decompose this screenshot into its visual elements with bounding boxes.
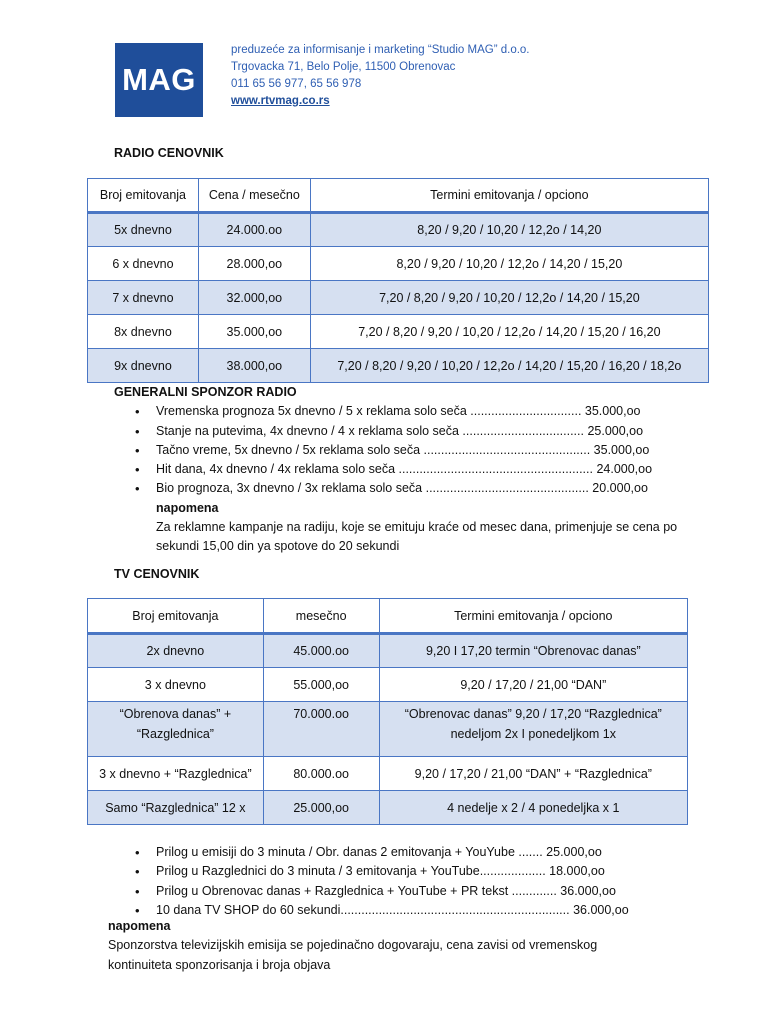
table-cell: 38.000,oo [198, 349, 310, 383]
note-text: Sponzorstva televizijskih emisija se pojedinačno dogovaraju, cena zavisi od vremenskog kontinuiteta sponzorisanja i broja objava [108, 938, 598, 972]
note-label: napomena [156, 500, 219, 515]
radio-col-header: Broj emitovanja [88, 179, 199, 213]
table-cell: 2x dnevno [88, 634, 264, 668]
table-row [88, 757, 688, 791]
table-cell: 25.000,oo [263, 791, 379, 825]
table-cell: 6 x dnevno [88, 247, 199, 281]
table-cell: 45.000.oo [263, 634, 379, 668]
note-text: Za reklamne kampanje na radiju, koje se emituju kraće od mesec dana, primenjuje se cena po sekundi 15,00 din ya spotove do 20 sekundi [156, 520, 678, 554]
radio-title: RADIO CENOVNIK [114, 146, 224, 160]
table-row [88, 702, 688, 757]
company-address: Trgovacka 71, Belo Polje, 11500 Obrenovac [231, 61, 456, 73]
website-link[interactable]: www.rtvmag.co.rs [231, 95, 330, 107]
tv-title: TV CENOVNIK [114, 567, 200, 581]
table-cell: 3 x dnevno [88, 668, 264, 702]
table-cell: 7,20 / 8,20 / 9,20 / 10,20 / 12,2o / 14,20 / 15,20 / 16,20 / 18,2o [310, 349, 708, 383]
table-cell: “Obrenova danas” + “Razglednica” [88, 702, 264, 757]
list-item: • Tačno vreme, 5x dnevno / 5x reklama solo seča ................................................ 35.000,oo [156, 441, 714, 460]
tv-extras-list [114, 843, 714, 920]
table-cell: 7,20 / 8,20 / 9,20 / 10,20 / 12,2o / 14,20 / 15,20 / 16,20 [310, 315, 708, 349]
table-cell: 9,20 / 17,20 / 21,00 “DAN” [379, 668, 687, 702]
table-cell: 35.000,oo [198, 315, 310, 349]
tv-col-header: Termini emitovanja / opciono [379, 599, 687, 634]
company-info [231, 42, 530, 110]
table-cell: 8,20 / 9,20 / 10,20 / 12,2o / 14,20 / 15,20 [310, 247, 708, 281]
table-row [88, 315, 709, 349]
tv-col-header: Broj emitovanja [88, 599, 264, 634]
table-cell: 80.000.oo [263, 757, 379, 791]
sponsor-section [114, 383, 714, 557]
table-cell: 9,20 I 17,20 termin “Obrenovac danas” [379, 634, 687, 668]
list-item: • Vremenska prognoza 5x dnevno / 5 x reklama solo seča ................................ 35.000,oo [156, 402, 714, 421]
list-item: • 10 dana TV SHOP do 60 sekundi.................................................................. 36.000,oo [156, 901, 714, 920]
table-row [88, 247, 709, 281]
table-row [88, 281, 709, 315]
list-item: • Bio prognoza, 3x dnevno / 3x reklama solo seča ............................................... 20.000,oo [156, 479, 714, 498]
tv-extras-section [114, 843, 714, 920]
list-item: • Prilog u Razglednici do 3 minuta / 3 emitovanja + YouTube................... 18.000,oo [156, 862, 714, 881]
table-cell: 70.000.oo [263, 702, 379, 757]
table-row [88, 634, 688, 668]
table-cell: “Obrenovac danas” 9,20 / 17,20 “Razglednica” nedeljom 2x I ponedeljkom 1x [379, 702, 687, 757]
tv-note-section [108, 917, 628, 975]
sponsor-list [114, 402, 714, 498]
table-cell: 5x dnevno [88, 213, 199, 247]
table-cell: 8x dnevno [88, 315, 199, 349]
table-cell: 32.000,oo [198, 281, 310, 315]
company-name: preduzeće za informisanje i marketing “Studio MAG” d.o.o. [231, 44, 530, 56]
table-cell: 4 nedelje x 2 / 4 ponedeljka x 1 [379, 791, 687, 825]
table-cell: 24.000.oo [198, 213, 310, 247]
list-item: • Hit dana, 4x dnevno / 4x reklama solo seča ........................................................ 24.000,oo [156, 460, 714, 479]
table-cell: 7,20 / 8,20 / 9,20 / 10,20 / 12,2o / 14,20 / 15,20 [310, 281, 708, 315]
table-row [88, 213, 709, 247]
table-cell: 55.000,oo [263, 668, 379, 702]
radio-col-header: Cena / mesečno [198, 179, 310, 213]
radio-col-header: Termini emitovanja / opciono [310, 179, 708, 213]
list-item: • Prilog u emisiji do 3 minuta / Obr. danas 2 emitovanja + YouYube ....... 25.000,oo [156, 843, 714, 862]
table-cell: 9x dnevno [88, 349, 199, 383]
table-cell: 28.000,oo [198, 247, 310, 281]
company-phone: 011 65 56 977, 65 56 978 [231, 78, 362, 90]
radio-price-table [87, 178, 709, 383]
list-item: • Prilog u Obrenovac danas + Razglednica + YouTube + PR tekst ............. 36.000,oo [156, 882, 714, 901]
table-row [88, 791, 688, 825]
table-cell: 3 x dnevno + “Razglednica” [88, 757, 264, 791]
table-row [88, 668, 688, 702]
table-cell: Samo “Razglednica” 12 x [88, 791, 264, 825]
table-cell: 9,20 / 17,20 / 21,00 “DAN” + “Razglednica” [379, 757, 687, 791]
list-item: • Stanje na putevima, 4x dnevno / 4 x reklama solo seča ................................... 25.000,oo [156, 422, 714, 441]
table-cell: 8,20 / 9,20 / 10,20 / 12,2o / 14,20 [310, 213, 708, 247]
table-cell: 7 x dnevno [88, 281, 199, 315]
note-label: napomena [108, 919, 171, 933]
mag-logo: MAG [115, 43, 203, 117]
tv-price-table [87, 598, 688, 825]
table-row [88, 349, 709, 383]
tv-col-header: mesečno [263, 599, 379, 634]
sponsor-title: GENERALNI SPONZOR RADIO [114, 385, 297, 399]
